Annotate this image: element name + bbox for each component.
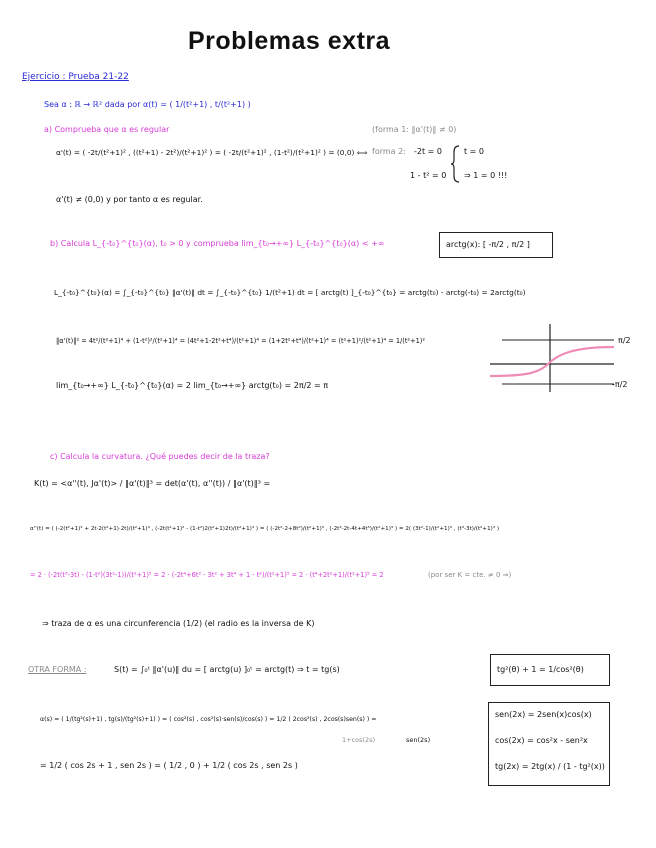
formula-cos-double: cos(2x) = cos²x - sen²x: [495, 736, 588, 745]
norm-formula: ‖α'(t)‖² = 4t²/(t²+1)⁴ + (1-t²)²/(t²+1)⁴ = (4t²+1-2t²+t⁴)/(t²+1)⁴ = (1+2t²+t⁴)/(t²+1)⁴ = (t²+1)²/(t²+1)⁴ = 1/(t²+1)²: [56, 337, 426, 345]
arctg-range-text: arctg(x): [ -π/2 , π/2 ]: [446, 240, 530, 249]
trig-formulas-box: [488, 702, 610, 786]
forma2-label: forma 2:: [372, 147, 406, 156]
curvature-definition: K(t) = <α''(t), Jα'(t)> / ‖α'(t)‖³ = det(α'(t), α''(t)) / ‖α'(t)‖³ =: [34, 479, 271, 488]
second-derivative: α''(t) = ( (-2(t²+1)² + 2t·2(t²+1)·2t)/(t²+1)⁴ , (-2t(t²+1)² - (1-t²)2(t²+1)2t)/(t²+1)⁴ ) = ( (-2t²-2+8t²)/(t²+1)³ , (-2t³-2t-4t+4t³)/(t²+1)³ ) = 2( (3t²-1)/(t²+1)³ , (t³-3t)/(t²+1)³ ): [30, 526, 500, 532]
exercise-heading: Ejercicio : Prueba 21-22: [22, 72, 129, 82]
arclength-formula: S(t) = ∫₀ᵗ ‖α'(u)‖ du = [ arctg(u) ]₀ᵗ = arctg(t) ⇒ t = tg(s): [114, 665, 340, 674]
forma2-result2: ⇒ 1 = 0 !!!: [464, 171, 508, 180]
forma2-result1: t = 0: [464, 147, 485, 156]
part-c-prompt: c) Calcula la curvatura. ¿Qué puedes decir de la traza?: [50, 452, 270, 461]
forma2-eq1: -2t = 0: [414, 147, 442, 156]
part-a-conclusion: α'(t) ≠ (0,0) y por tanto α es regular.: [56, 195, 203, 204]
formula-sin-double: sen(2x) = 2sen(x)cos(x): [495, 710, 592, 719]
other-way-label: OTRA FORMA :: [28, 665, 87, 674]
identity-box: [490, 654, 610, 686]
curvature-note: (por ser K = cte. ≠ 0 ⇒): [428, 571, 512, 579]
part-a-side-note: (forma 1: ‖α'(t)‖ ≠ 0): [372, 125, 457, 134]
part-a-prompt: a) Comprueba que α es regular: [44, 125, 170, 134]
graph-label-top: π/2: [618, 336, 631, 345]
brace-icon: [451, 144, 461, 184]
forma2-eq2: 1 - t² = 0: [410, 171, 447, 180]
page-title: Problemas extra: [188, 27, 391, 55]
formula-tg-double: tg(2x) = 2tg(x) / (1 - tg²(x)): [495, 762, 605, 771]
exercise-statement: Sea α : ℝ → ℝ² dada por α(t) = ( 1/(t²+1) , t/(t²+1) ): [44, 100, 251, 109]
part-a-derivative: α'(t) = ( -2t/(t²+1)² , ((t²+1) - 2t²)/(t²+1)² ) = ( -2t/(t²+1)² , (1-t²)/(t²+1)² ) = (0,0) ⟺: [56, 148, 368, 157]
trace-conclusion: ⇒ traza de α es una circunferencia (1/2) (el radio es la inversa de K): [42, 619, 315, 628]
arctg-graph: [482, 320, 617, 395]
graph-label-bottom: -π/2: [612, 380, 628, 389]
graph-arctg-curve: [490, 347, 614, 376]
note-sin: sen(2s): [406, 736, 431, 744]
identity-text: tg²(θ) + 1 = 1/cos²(θ): [497, 665, 584, 674]
note-double-angle: 1+cos(2s): [342, 736, 376, 744]
reparametrization: α(s) = ( 1/(tg²(s)+1) , tg(s)/(tg²(s)+1) ) = ( cos²(s) , cos²(s)·sen(s)/cos(s) ) = 1/2 ( 2cos²(s) , 2cos(s)sen(s) ) =: [40, 716, 377, 723]
limit-formula: lim_{t₀→+∞} L_{-t₀}^{t₀}(α) = 2 lim_{t₀→+∞} arctg(t₀) = 2π/2 = π: [56, 381, 329, 390]
part-b-prompt: b) Calcula L_{-t₀}^{t₀}(α), t₀ > 0 y comprueba lim_{t₀→+∞} L_{-t₀}^{t₀}(α) < +∞: [50, 239, 385, 248]
arctg-range-box: [439, 232, 553, 258]
length-formula: L_{-t₀}^{t₀}(α) = ∫_{-t₀}^{t₀} ‖α'(t)‖ dt = ∫_{-t₀}^{t₀} 1/(t²+1) dt = [ arctg(t) ]_{-t₀}^{t₀} = arctg(t₀) - arctg(-t₀) = 2arctg(t₀): [54, 288, 526, 297]
final-expression: = 1/2 ( cos 2s + 1 , sen 2s ) = ( 1/2 , 0 ) + 1/2 ( cos 2s , sen 2s ): [40, 761, 298, 770]
curvature-result: = 2 · (-2t(t³-3t) - (1-t²)(3t²-1))/(t²+1)⁵ = 2 · (-2t⁴+6t² - 3t² + 3t⁴ + 1 - t²)/(t²+1)⁵ = 2 · (t⁴+2t²+1)/(t²+1)⁵ = 2: [30, 571, 384, 579]
